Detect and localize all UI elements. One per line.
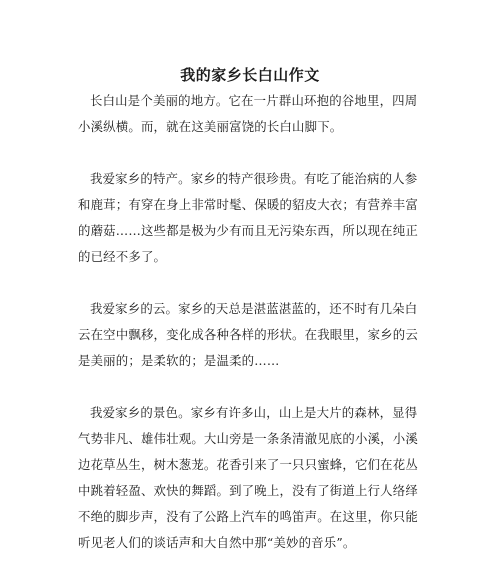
- paragraph-intro: 长白山是个美丽的地方。它在一片群山环抱的谷地里，四周小溪纵横。而，就在这美丽富饶的长白山脚下。: [78, 93, 418, 134]
- document-title: 我的家乡长白山作文: [180, 66, 320, 84]
- paragraph-specialties: 我爱家乡的特产。家乡的特产很珍贵。有吃了能治病的人参和鹿茸；有穿在身上非常时髦、保暖的貂皮大衣；有营养丰富的蘑菇……这些都是极为少有而且无污染东西，所以现在纯正的已经不多了。: [78, 171, 418, 264]
- paragraph-scenery: 我爱家乡的景色。家乡有许多山，山上是大片的森林，显得气势非凡、雄伟壮观。大山旁是一条条清澈见底的小溪，小溪边花草丛生，树木葱茏。花香引来了一只只蜜蜂，它们在花丛中跳着轻盈、欢快的舞蹈。到了晚上，没有了街道上行人络绎不绝的脚步声，没有了公路上汽车的鸣笛声。在这里，你只能听见老人们的谈话声和大自然中那“美妙的音乐”。: [78, 405, 418, 550]
- paragraph-clouds: 我爱家乡的云。家乡的天总是湛蓝湛蓝的，还不时有几朵白云在空中飘移，变化成各种各样的形状。在我眼里，家乡的云是美丽的；是柔软的；是温柔的……: [78, 301, 418, 368]
